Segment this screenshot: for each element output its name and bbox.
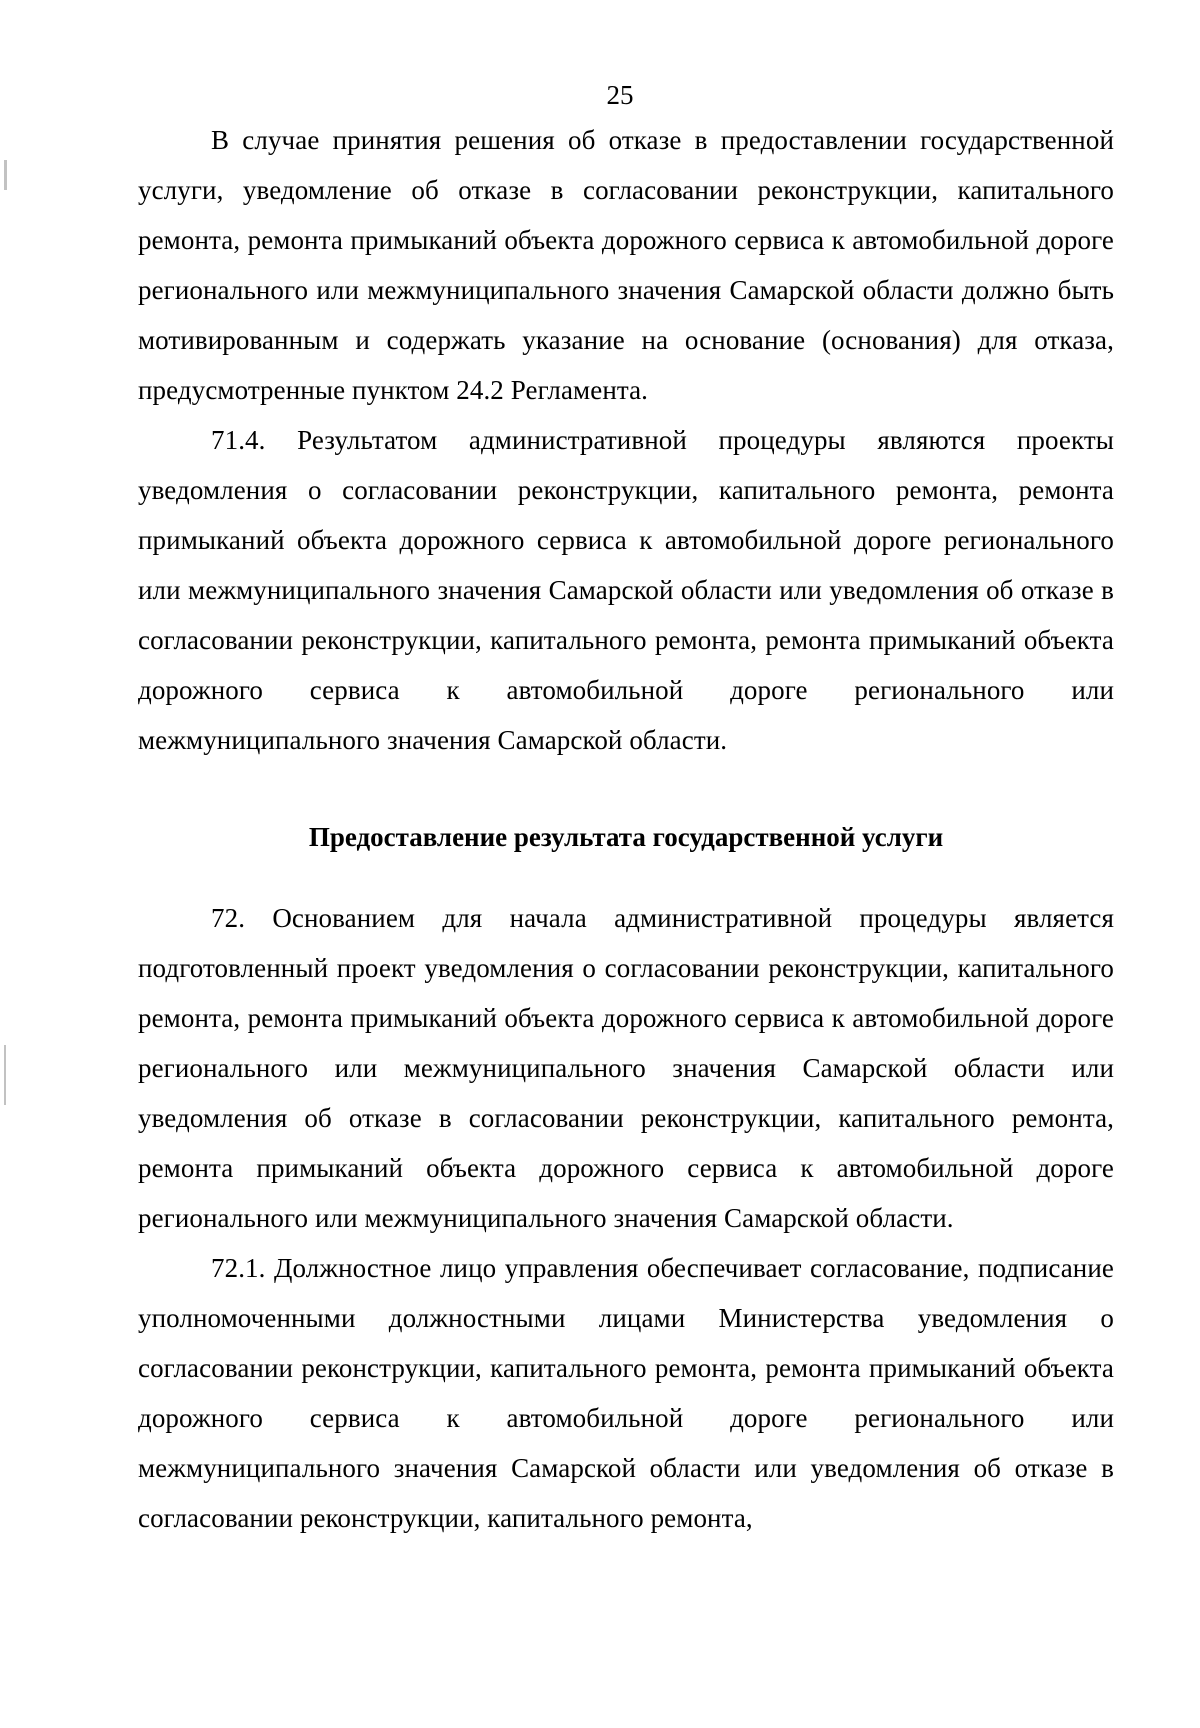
- section-heading: Предоставление результата государственной услуги: [308, 822, 944, 852]
- body-text-lower: [138, 893, 1114, 1543]
- scan-artifact: [4, 160, 7, 190]
- paragraph-72: 72. Основанием для начала административной процедуры является подготовленный проект уведомления о согласовании реконструкции, капитального ремонта, ремонта примыканий объекта дорожного сервиса к автомобильной дороге регионального или межмуниципального значения Самарской области или уведомления об отказе в согласовании реконструкции, капитального ремонта, ремонта примыканий объекта дорожного сервиса к автомобильной дороге регионального или межмуниципального значения Самарской области.: [138, 903, 1114, 1233]
- paragraph-72-1: 72.1. Должностное лицо управления обеспечивает согласование, подписание уполномоченными должностными лицами Министерства уведомления о согласовании реконструкции, капитального ремонта, ремонта примыканий объекта дорожного сервиса к автомобильной дороге регионального или межмуниципального значения Самарской области или уведомления об отказе в согласовании реконструкции, капитального ремонта,: [138, 1253, 1114, 1533]
- paragraph-refusal-notice: В случае принятия решения об отказе в предоставлении государственной услуги, уведомление об отказе в согласовании реконструкции, капитального ремонта, ремонта примыканий объекта дорожного сервиса к автомобильной дороге регионального или межмуниципального значения Самарской области должно быть мотивированным и содержать указание на основание (основания) для отказа, предусмотренные пунктом 24.2 Регламента.: [138, 125, 1114, 405]
- scan-artifact: [4, 1045, 6, 1105]
- body-text-upper: [138, 115, 1114, 765]
- page-number: 25: [606, 80, 634, 110]
- paragraph-71-4: 71.4. Результатом административной процедуры являются проекты уведомления о согласовании реконструкции, капитального ремонта, ремонта примыканий объекта дорожного сервиса к автомобильной дороге регионального или межмуниципального значения Самарской области или уведомления об отказе в согласовании реконструкции, капитального ремонта, ремонта примыканий объекта дорожного сервиса к автомобильной дороге регионального или межмуниципального значения Самарской области.: [138, 425, 1114, 755]
